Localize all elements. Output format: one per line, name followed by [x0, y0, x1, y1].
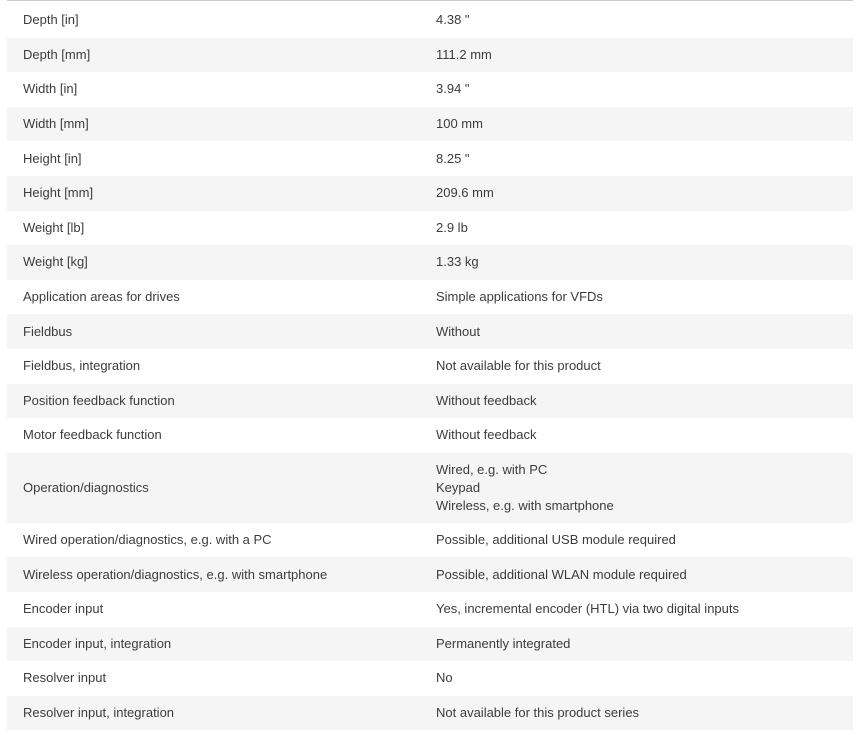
- spec-value-line: Yes, incremental encoder (HTL) via two digital inputs: [436, 601, 739, 617]
- spec-value-line: Not available for this product: [436, 358, 601, 374]
- table-row: [7, 557, 853, 592]
- spec-label: Width [in]: [23, 81, 78, 97]
- spec-value-line: 1.33 kg: [436, 254, 479, 270]
- table-row: [7, 661, 853, 696]
- spec-label: Wired operation/diagnostics, e.g. with a PC: [23, 532, 272, 548]
- spec-value-line: Without: [436, 323, 481, 339]
- spec-value: [436, 323, 853, 341]
- table-row: [7, 38, 853, 73]
- spec-value: [436, 115, 853, 133]
- spec-value-line: Possible, additional USB module required: [436, 532, 676, 548]
- spec-value: [436, 600, 853, 618]
- spec-value: [436, 253, 853, 271]
- table-row: [7, 418, 853, 453]
- spec-label: Weight [lb]: [23, 219, 85, 235]
- spec-value: [436, 461, 853, 515]
- spec-label: Fieldbus: [23, 323, 73, 339]
- table-row: [7, 314, 853, 349]
- spec-value-line: Without feedback: [436, 427, 537, 443]
- spec-label: Width [mm]: [23, 116, 89, 132]
- spec-value: [436, 357, 853, 375]
- spec-value: [436, 392, 853, 410]
- spec-value-line: 111.2 mm: [436, 46, 492, 62]
- spec-value: [436, 288, 853, 306]
- table-row: [7, 384, 853, 419]
- spec-label: Weight [kg]: [23, 254, 88, 270]
- spec-value-line: Permanently integrated: [436, 635, 571, 651]
- spec-label: Operation/diagnostics: [23, 479, 149, 495]
- spec-value: [436, 531, 853, 549]
- spec-label: Motor feedback function: [23, 427, 162, 443]
- table-row: [7, 141, 853, 176]
- spec-label: Wireless operation/diagnostics, e.g. with smartphone: [23, 566, 328, 582]
- spec-label: Height [in]: [23, 150, 82, 166]
- table-row: [7, 280, 853, 315]
- spec-value: [436, 11, 853, 29]
- spec-value: [436, 219, 853, 237]
- spec-table: [7, 0, 853, 730]
- spec-value-line: 8.25 ": [436, 150, 470, 166]
- table-row: [7, 453, 853, 523]
- table-row: [7, 349, 853, 384]
- table-row: [7, 245, 853, 280]
- table-row: [7, 627, 853, 662]
- spec-label: Depth [in]: [23, 12, 79, 28]
- table-row: [7, 107, 853, 142]
- spec-value-line: 209.6 mm: [436, 185, 494, 201]
- spec-value-line: Not available for this product series: [436, 704, 640, 720]
- table-row: [7, 176, 853, 211]
- spec-value-line: Simple applications for VFDs: [436, 289, 603, 305]
- spec-value-line: No: [436, 670, 453, 686]
- spec-label: Resolver input, integration: [23, 704, 175, 720]
- spec-value: [436, 426, 853, 444]
- spec-label: Depth [mm]: [23, 46, 91, 62]
- spec-label: Application areas for drives: [23, 289, 180, 305]
- spec-label: Resolver input: [23, 670, 107, 686]
- spec-value-line: 3.94 ": [436, 81, 470, 97]
- spec-label: Height [mm]: [23, 185, 94, 201]
- spec-value: [436, 150, 853, 168]
- spec-label: Position feedback function: [23, 392, 175, 408]
- spec-value-line: Without feedback: [436, 392, 537, 408]
- spec-value: [436, 184, 853, 202]
- table-row: [7, 211, 853, 246]
- spec-label: Encoder input, integration: [23, 635, 172, 651]
- table-row: [7, 592, 853, 627]
- table-row: [7, 523, 853, 558]
- spec-value-line: Wired, e.g. with PC: [436, 461, 548, 477]
- spec-value-line: Keypad: [436, 479, 481, 495]
- spec-value-line: Possible, additional WLAN module required: [436, 566, 687, 582]
- spec-value-line: 2.9 lb: [436, 219, 468, 235]
- spec-label: Encoder input: [23, 601, 104, 617]
- table-row: [7, 3, 853, 38]
- spec-value: [436, 46, 853, 64]
- spec-value: [436, 566, 853, 584]
- spec-value: [436, 669, 853, 687]
- spec-value-line: Wireless, e.g. with smartphone: [436, 497, 614, 513]
- spec-value-line: 100 mm: [436, 116, 483, 132]
- spec-value: [436, 635, 853, 653]
- spec-value-line: 4.38 ": [436, 12, 470, 28]
- table-row: [7, 72, 853, 107]
- table-row: [7, 696, 853, 731]
- spec-label: Fieldbus, integration: [23, 358, 141, 374]
- spec-value: [436, 80, 853, 98]
- spec-value: [436, 704, 853, 722]
